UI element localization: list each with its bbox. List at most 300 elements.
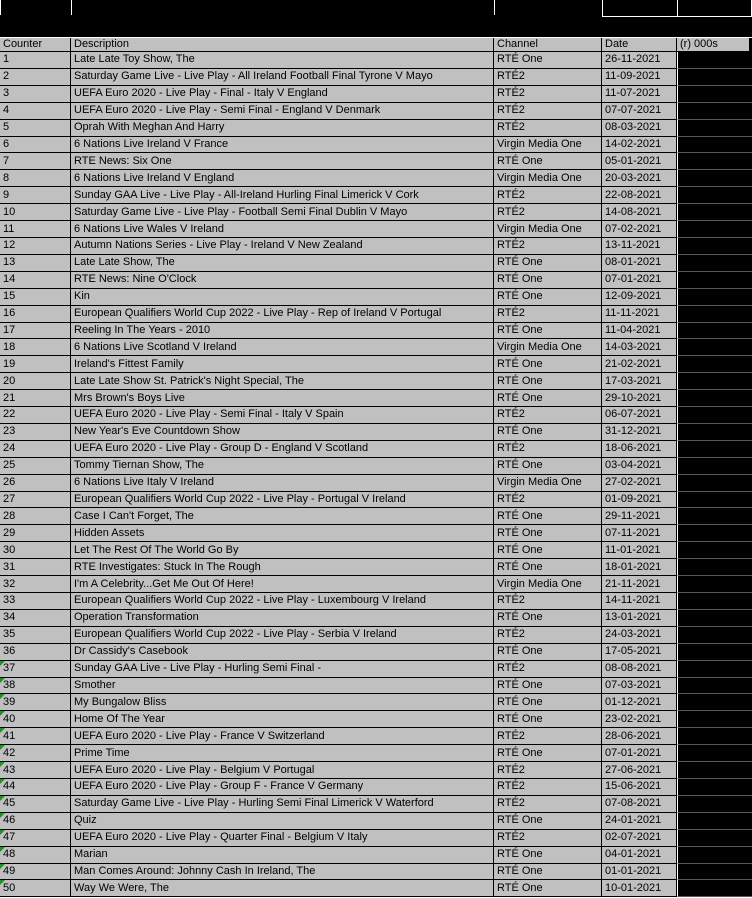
description-cell[interactable]: [71, 542, 494, 559]
ratings-cell-redacted: [677, 272, 752, 289]
description-cell[interactable]: [71, 170, 494, 187]
counter-value: 9: [3, 188, 10, 201]
channel-cell[interactable]: [494, 424, 602, 441]
date-cell[interactable]: [602, 69, 677, 86]
counter-value: 5: [3, 121, 10, 134]
counter-cell[interactable]: [0, 644, 71, 661]
date-cell[interactable]: [602, 711, 677, 728]
date-cell[interactable]: [602, 103, 677, 120]
description-cell[interactable]: [71, 610, 494, 627]
counter-cell[interactable]: [0, 593, 71, 610]
description-cell[interactable]: [71, 813, 494, 830]
header-date[interactable]: [602, 38, 677, 52]
date-value: 21-02-2021: [605, 357, 662, 370]
date-cell[interactable]: [602, 610, 677, 627]
date-cell[interactable]: [602, 864, 677, 881]
channel-cell[interactable]: [494, 323, 602, 340]
description-value: Smother: [74, 678, 116, 691]
date-value: 21-11-2021: [605, 577, 661, 590]
date-value: 29-10-2021: [605, 391, 662, 404]
channel-cell[interactable]: [494, 762, 602, 779]
channel-cell[interactable]: [494, 779, 602, 796]
description-value: 6 Nations Live Ireland V England: [74, 171, 235, 184]
counter-cell[interactable]: [0, 153, 71, 170]
header-counter[interactable]: [0, 38, 71, 52]
counter-cell[interactable]: [0, 864, 71, 881]
date-cell[interactable]: [602, 694, 677, 711]
channel-cell[interactable]: [494, 103, 602, 120]
channel-value: RTÉ One: [497, 543, 543, 556]
counter-cell[interactable]: [0, 339, 71, 356]
date-cell[interactable]: [602, 508, 677, 525]
date-cell[interactable]: [602, 323, 677, 340]
date-cell[interactable]: [602, 238, 677, 255]
counter-cell[interactable]: [0, 576, 71, 593]
table-row: [0, 306, 752, 323]
channel-value: RTÉ One: [497, 881, 543, 894]
table-row: [0, 644, 752, 661]
channel-cell[interactable]: [494, 559, 602, 576]
channel-cell[interactable]: [494, 458, 602, 475]
date-cell[interactable]: [602, 745, 677, 762]
description-cell[interactable]: [71, 559, 494, 576]
description-cell[interactable]: [71, 864, 494, 881]
description-cell[interactable]: [71, 830, 494, 847]
table-row: [0, 356, 752, 373]
channel-cell[interactable]: [494, 204, 602, 221]
counter-cell[interactable]: [0, 170, 71, 187]
ratings-cell-redacted: [677, 441, 752, 458]
date-cell[interactable]: [602, 779, 677, 796]
date-cell[interactable]: [602, 661, 677, 678]
date-cell[interactable]: [602, 441, 677, 458]
description-cell[interactable]: [71, 339, 494, 356]
description-cell[interactable]: [71, 424, 494, 441]
description-cell[interactable]: [71, 306, 494, 323]
channel-value: RTÉ One: [497, 273, 543, 286]
date-cell[interactable]: [602, 559, 677, 576]
description-cell[interactable]: [71, 475, 494, 492]
date-cell[interactable]: [602, 796, 677, 813]
counter-cell[interactable]: [0, 204, 71, 221]
description-cell[interactable]: [71, 458, 494, 475]
description-cell[interactable]: [71, 627, 494, 644]
date-cell[interactable]: [602, 52, 677, 69]
border-segment: [602, 16, 752, 17]
description-cell[interactable]: [71, 323, 494, 340]
channel-value: RTÉ One: [497, 425, 543, 438]
date-value: 17-03-2021: [605, 374, 662, 387]
ratings-cell-redacted: [677, 745, 752, 762]
description-cell[interactable]: [71, 880, 494, 897]
channel-cell[interactable]: [494, 880, 602, 897]
counter-cell[interactable]: [0, 475, 71, 492]
channel-value: RTÉ One: [497, 864, 543, 877]
date-cell[interactable]: [602, 593, 677, 610]
date-cell[interactable]: [602, 373, 677, 390]
counter-value: 20: [3, 374, 16, 387]
channel-cell[interactable]: [494, 492, 602, 509]
description-cell[interactable]: [71, 272, 494, 289]
header-channel[interactable]: [494, 38, 602, 52]
ratings-cell-redacted: [677, 813, 752, 830]
counter-cell[interactable]: [0, 847, 71, 864]
date-cell[interactable]: [602, 120, 677, 137]
counter-cell[interactable]: [0, 86, 71, 103]
table-row: [0, 255, 752, 272]
channel-cell[interactable]: [494, 796, 602, 813]
counter-value: 35: [3, 628, 16, 641]
date-cell[interactable]: [602, 137, 677, 154]
counter-cell[interactable]: [0, 745, 71, 762]
channel-cell[interactable]: [494, 221, 602, 238]
date-cell[interactable]: [602, 339, 677, 356]
counter-cell[interactable]: [0, 52, 71, 69]
date-value: 08-03-2021: [605, 121, 662, 134]
channel-value: RTÉ2: [497, 70, 525, 83]
channel-value: RTÉ2: [497, 408, 525, 421]
channel-cell[interactable]: [494, 407, 602, 424]
date-value: 02-07-2021: [605, 831, 662, 844]
header-ratings[interactable]: [677, 38, 750, 52]
table-row: [0, 137, 752, 154]
ratings-cell-redacted: [677, 356, 752, 373]
counter-cell[interactable]: [0, 678, 71, 695]
counter-cell[interactable]: [0, 424, 71, 441]
channel-cell[interactable]: [494, 238, 602, 255]
channel-cell[interactable]: [494, 272, 602, 289]
date-cell[interactable]: [602, 762, 677, 779]
channel-cell[interactable]: [494, 745, 602, 762]
description-cell[interactable]: [71, 745, 494, 762]
date-cell[interactable]: [602, 153, 677, 170]
table-row: [0, 204, 752, 221]
description-cell[interactable]: [71, 593, 494, 610]
channel-value: RTÉ2: [497, 121, 525, 134]
channel-cell[interactable]: [494, 728, 602, 745]
channel-cell[interactable]: [494, 137, 602, 154]
counter-cell[interactable]: [0, 830, 71, 847]
description-cell[interactable]: [71, 694, 494, 711]
date-cell[interactable]: [602, 407, 677, 424]
counter-cell[interactable]: [0, 508, 71, 525]
date-cell[interactable]: [602, 525, 677, 542]
description-cell[interactable]: [71, 204, 494, 221]
channel-cell[interactable]: [494, 694, 602, 711]
description-cell[interactable]: [71, 52, 494, 69]
channel-cell[interactable]: [494, 525, 602, 542]
description-value: Tommy Tiernan Show, The: [74, 459, 205, 472]
description-cell[interactable]: [71, 576, 494, 593]
channel-value: RTÉ One: [497, 290, 543, 303]
channel-cell[interactable]: [494, 339, 602, 356]
counter-cell[interactable]: [0, 69, 71, 86]
description-value: UEFA Euro 2020 - Live Play - France V Switzerland: [74, 729, 325, 742]
description-cell[interactable]: [71, 221, 494, 238]
description-cell[interactable]: [71, 441, 494, 458]
counter-cell[interactable]: [0, 390, 71, 407]
description-cell[interactable]: [71, 238, 494, 255]
channel-cell[interactable]: [494, 847, 602, 864]
ratings-cell-redacted: [677, 627, 752, 644]
counter-cell[interactable]: [0, 458, 71, 475]
channel-cell[interactable]: [494, 627, 602, 644]
channel-value: RTÉ One: [497, 391, 543, 404]
date-cell[interactable]: [602, 356, 677, 373]
counter-cell[interactable]: [0, 137, 71, 154]
channel-value: RTÉ2: [497, 831, 525, 844]
counter-value: 6: [3, 137, 10, 150]
description-cell[interactable]: [71, 661, 494, 678]
description-cell[interactable]: [71, 153, 494, 170]
counter-cell[interactable]: [0, 306, 71, 323]
counter-cell[interactable]: [0, 356, 71, 373]
description-cell[interactable]: [71, 86, 494, 103]
date-cell[interactable]: [602, 221, 677, 238]
date-cell[interactable]: [602, 542, 677, 559]
channel-value: Virgin Media One: [497, 340, 582, 353]
description-cell[interactable]: [71, 137, 494, 154]
counter-value: 15: [3, 290, 16, 303]
counter-cell[interactable]: [0, 492, 71, 509]
counter-cell[interactable]: [0, 610, 71, 627]
table-row: [0, 779, 752, 796]
date-value: 07-07-2021: [605, 104, 662, 117]
description-cell[interactable]: [71, 508, 494, 525]
counter-value: 26: [3, 476, 16, 489]
description-cell[interactable]: [71, 255, 494, 272]
date-cell[interactable]: [602, 644, 677, 661]
description-cell[interactable]: [71, 644, 494, 661]
counter-cell[interactable]: [0, 120, 71, 137]
channel-cell[interactable]: [494, 306, 602, 323]
channel-cell[interactable]: [494, 644, 602, 661]
description-cell[interactable]: [71, 356, 494, 373]
description-cell[interactable]: [71, 373, 494, 390]
channel-cell[interactable]: [494, 610, 602, 627]
channel-cell[interactable]: [494, 678, 602, 695]
date-cell[interactable]: [602, 306, 677, 323]
counter-cell[interactable]: [0, 627, 71, 644]
ratings-cell-redacted: [677, 120, 752, 137]
counter-cell[interactable]: [0, 661, 71, 678]
date-cell[interactable]: [602, 289, 677, 306]
counter-value: 10: [3, 205, 16, 218]
channel-value: Virgin Media One: [497, 222, 582, 235]
channel-cell[interactable]: [494, 711, 602, 728]
channel-cell[interactable]: [494, 255, 602, 272]
description-cell[interactable]: [71, 728, 494, 745]
channel-cell[interactable]: [494, 813, 602, 830]
counter-cell[interactable]: [0, 407, 71, 424]
date-cell[interactable]: [602, 813, 677, 830]
counter-cell[interactable]: [0, 187, 71, 204]
description-value: Let The Rest Of The World Go By: [74, 543, 239, 556]
description-cell[interactable]: [71, 289, 494, 306]
counter-cell[interactable]: [0, 272, 71, 289]
channel-cell[interactable]: [494, 373, 602, 390]
channel-cell[interactable]: [494, 508, 602, 525]
counter-value: 42: [3, 746, 16, 759]
header-counter-label: Counter: [3, 38, 43, 50]
description-value: Mrs Brown's Boys Live: [74, 391, 185, 404]
table-row: [0, 864, 752, 881]
redacted-title-rows: [0, 0, 752, 37]
counter-cell[interactable]: [0, 103, 71, 120]
description-cell[interactable]: [71, 103, 494, 120]
date-cell[interactable]: [602, 678, 677, 695]
channel-cell[interactable]: [494, 864, 602, 881]
table-row: [0, 170, 752, 187]
date-cell[interactable]: [602, 187, 677, 204]
ratings-cell-redacted: [677, 187, 752, 204]
description-value: Case I Can't Forget, The: [74, 509, 194, 522]
counter-cell[interactable]: [0, 238, 71, 255]
table-row: [0, 103, 752, 120]
date-cell[interactable]: [602, 272, 677, 289]
description-cell[interactable]: [71, 711, 494, 728]
counter-cell[interactable]: [0, 779, 71, 796]
channel-cell[interactable]: [494, 593, 602, 610]
description-value: UEFA Euro 2020 - Live Play - Group D - England V Scotland: [74, 442, 369, 455]
ratings-cell-redacted: [677, 492, 752, 509]
date-cell[interactable]: [602, 728, 677, 745]
channel-value: RTÉ One: [497, 53, 543, 66]
date-value: 27-02-2021: [605, 476, 662, 489]
description-value: Home Of The Year: [74, 712, 165, 725]
date-value: 11-09-2021: [605, 70, 661, 83]
channel-cell[interactable]: [494, 475, 602, 492]
channel-cell[interactable]: [494, 830, 602, 847]
description-cell[interactable]: [71, 492, 494, 509]
counter-cell[interactable]: [0, 221, 71, 238]
header-channel-label: Channel: [497, 38, 538, 50]
channel-cell[interactable]: [494, 86, 602, 103]
channel-cell[interactable]: [494, 542, 602, 559]
date-cell[interactable]: [602, 830, 677, 847]
table-row: [0, 711, 752, 728]
channel-value: RTÉ One: [497, 256, 543, 269]
counter-cell[interactable]: [0, 711, 71, 728]
description-value: Quiz: [74, 814, 97, 827]
counter-cell[interactable]: [0, 796, 71, 813]
description-cell[interactable]: [71, 779, 494, 796]
table-row: [0, 492, 752, 509]
date-cell[interactable]: [602, 475, 677, 492]
ratings-cell-redacted: [677, 728, 752, 745]
channel-cell[interactable]: [494, 120, 602, 137]
description-value: Way We Were, The: [74, 881, 169, 894]
counter-value: 22: [3, 408, 16, 421]
date-value: 14-02-2021: [605, 137, 662, 150]
channel-value: RTÉ2: [497, 87, 525, 100]
channel-cell[interactable]: [494, 576, 602, 593]
counter-cell[interactable]: [0, 373, 71, 390]
table-row: [0, 559, 752, 576]
counter-cell[interactable]: [0, 255, 71, 272]
ratings-cell-redacted: [677, 847, 752, 864]
header-description[interactable]: [71, 38, 494, 52]
date-cell[interactable]: [602, 847, 677, 864]
description-cell[interactable]: [71, 678, 494, 695]
description-cell[interactable]: [71, 762, 494, 779]
description-cell[interactable]: [71, 407, 494, 424]
counter-cell[interactable]: [0, 728, 71, 745]
counter-cell[interactable]: [0, 559, 71, 576]
counter-cell[interactable]: [0, 289, 71, 306]
header-date-label: Date: [605, 38, 629, 50]
date-cell[interactable]: [602, 492, 677, 509]
table-row: [0, 830, 752, 847]
channel-cell[interactable]: [494, 170, 602, 187]
channel-cell[interactable]: [494, 52, 602, 69]
counter-value: 13: [3, 256, 16, 269]
channel-cell[interactable]: [494, 153, 602, 170]
channel-cell[interactable]: [494, 187, 602, 204]
date-cell[interactable]: [602, 424, 677, 441]
border-segment: [602, 0, 603, 16]
channel-cell[interactable]: [494, 69, 602, 86]
counter-cell[interactable]: [0, 880, 71, 897]
table-row: [0, 390, 752, 407]
channel-cell[interactable]: [494, 356, 602, 373]
description-cell[interactable]: [71, 120, 494, 137]
counter-value: 50: [3, 881, 16, 894]
date-value: 28-06-2021: [605, 729, 662, 742]
description-cell[interactable]: [71, 847, 494, 864]
ratings-cell-redacted: [677, 289, 752, 306]
channel-value: RTÉ One: [497, 560, 543, 573]
counter-cell[interactable]: [0, 542, 71, 559]
channel-cell[interactable]: [494, 661, 602, 678]
description-cell[interactable]: [71, 390, 494, 407]
date-cell[interactable]: [602, 880, 677, 897]
counter-value: 32: [3, 577, 16, 590]
date-cell[interactable]: [602, 204, 677, 221]
table-row: [0, 880, 752, 897]
date-cell[interactable]: [602, 576, 677, 593]
date-cell[interactable]: [602, 86, 677, 103]
counter-value: 38: [3, 678, 16, 691]
counter-cell[interactable]: [0, 525, 71, 542]
date-cell[interactable]: [602, 170, 677, 187]
counter-cell[interactable]: [0, 694, 71, 711]
channel-cell[interactable]: [494, 289, 602, 306]
counter-value: 36: [3, 645, 16, 658]
date-cell[interactable]: [602, 390, 677, 407]
description-cell[interactable]: [71, 525, 494, 542]
channel-value: RTÉ One: [497, 814, 543, 827]
channel-cell[interactable]: [494, 390, 602, 407]
description-cell[interactable]: [71, 796, 494, 813]
description-cell[interactable]: [71, 69, 494, 86]
description-cell[interactable]: [71, 187, 494, 204]
date-cell[interactable]: [602, 255, 677, 272]
channel-value: RTÉ2: [497, 797, 525, 810]
channel-cell[interactable]: [494, 441, 602, 458]
date-value: 24-03-2021: [605, 628, 662, 641]
counter-cell[interactable]: [0, 441, 71, 458]
date-cell[interactable]: [602, 458, 677, 475]
ratings-cell-redacted: [677, 711, 752, 728]
table-row: [0, 69, 752, 86]
counter-cell[interactable]: [0, 762, 71, 779]
counter-cell[interactable]: [0, 813, 71, 830]
channel-value: RTÉ One: [497, 509, 543, 522]
date-cell[interactable]: [602, 627, 677, 644]
error-indicator-icon: [0, 880, 5, 885]
counter-cell[interactable]: [0, 323, 71, 340]
